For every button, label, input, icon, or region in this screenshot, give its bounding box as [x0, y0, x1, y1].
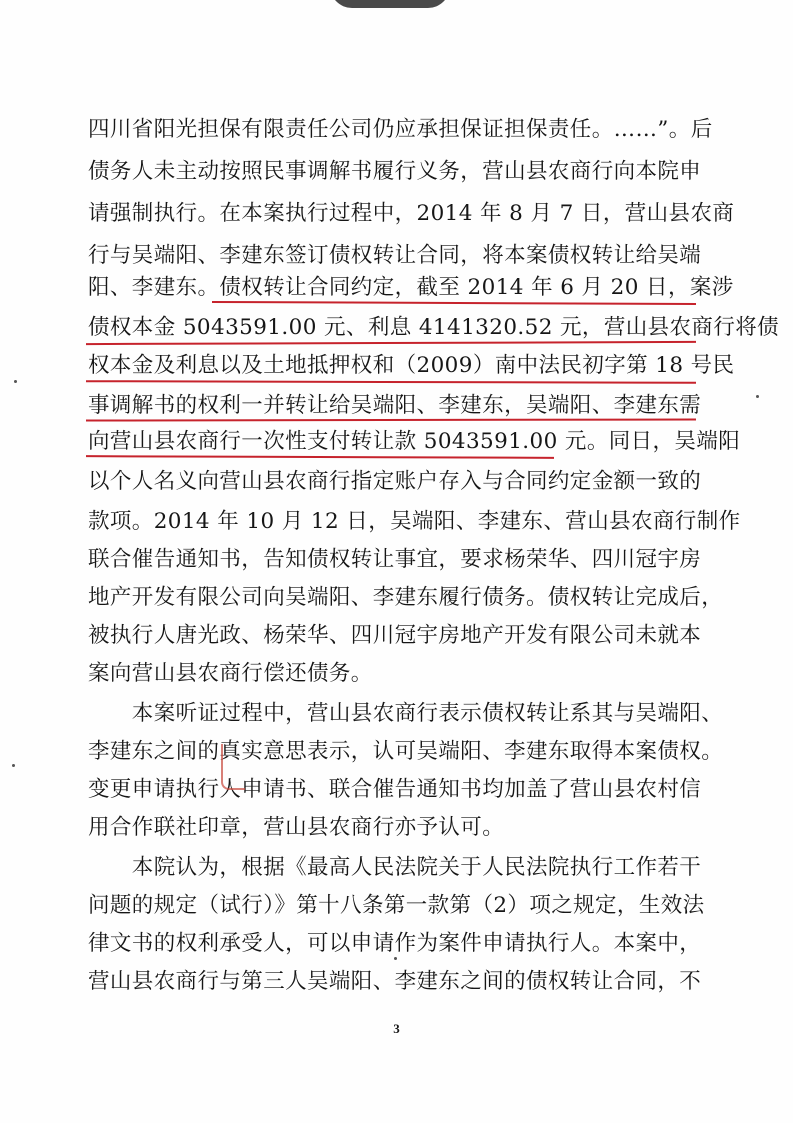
text-line: 地产开发有限公司向吴端阳、李建东履行债务。债权转让完成后，	[88, 585, 724, 610]
text-line: 案向营山县农商行偿还债务。	[88, 661, 373, 686]
text-line: 债权本金 5043591.00 元、利息 4141320.52 元，营山县农商行将债	[88, 315, 780, 340]
text-line: 李建东之间的真实意思表示，认可吴端阳、李建东取得本案债权。	[88, 739, 724, 764]
scanned-seal-fragment	[330, 0, 450, 8]
scan-speck	[12, 764, 15, 767]
text-line: 以个人名义向营山县农商行指定账户存入与合同约定金额一致的	[88, 469, 702, 494]
text-line: 营山县农商行与第三人吴端阳、李建东之间的债权转让合同，不	[88, 969, 702, 994]
highlight-underline	[86, 380, 696, 384]
text-line: 被执行人唐光政、杨荣华、四川冠宇房地产开发有限公司未就本	[88, 623, 702, 648]
scan-speck	[756, 395, 759, 398]
text-line: 联合催告通知书，告知债权转让事宜，要求杨荣华、四川冠宇房	[88, 547, 702, 572]
text-line: 请强制执行。在本案执行过程中，2014 年 8 月 7 日，营山县农商	[88, 201, 735, 226]
scan-speck	[394, 957, 397, 960]
text-line: 债务人未主动按照民事调解书履行义务，营山县农商行向本院申	[88, 159, 702, 184]
text-line: 权本金及利息以及土地抵押权和（2009）南中法民初字第 18 号民	[88, 353, 735, 378]
text-line: 四川省阳光担保有限责任公司仍应承担保证担保责任。……”。后	[88, 117, 713, 142]
text-line: 问题的规定（试行）》第十八条第一款第（2）项之规定，生效法	[88, 893, 705, 918]
text-line: 款项。2014 年 10 月 12 日，吴端阳、李建东、营山县农商行制作	[88, 509, 741, 534]
text-line: 向营山县农商行一次性支付转让款 5043591.00 元。同日，吴端阳	[88, 429, 741, 454]
scan-speck	[14, 380, 17, 383]
pen-mark	[221, 744, 245, 790]
text-line: 行与吴端阳、李建东签订债权转让合同，将本案债权转让给吴端	[88, 243, 702, 268]
text-line: 本院认为，根据《最高人民法院关于人民法院执行工作若干	[88, 855, 702, 880]
text-line: 用合作联社印章，营山县农商行亦予认可。	[88, 815, 505, 840]
text-line: 律文书的权利承受人，可以申请作为案件申请执行人。本案中，	[88, 931, 702, 956]
text-line: 事调解书的权利一并转让给吴端阳、李建东，吴端阳、李建东需	[88, 393, 702, 418]
text-line: 变更申请执行人申请书、联合催告通知书均加盖了营山县农村信	[88, 777, 702, 802]
page-number: 3	[393, 1021, 400, 1036]
text-line: 阳、李建东。债权转让合同约定，截至 2014 年 6 月 20 日，案涉	[88, 275, 734, 300]
text-line: 本案听证过程中，营山县农商行表示债权转让系其与吴端阳、	[88, 701, 724, 726]
